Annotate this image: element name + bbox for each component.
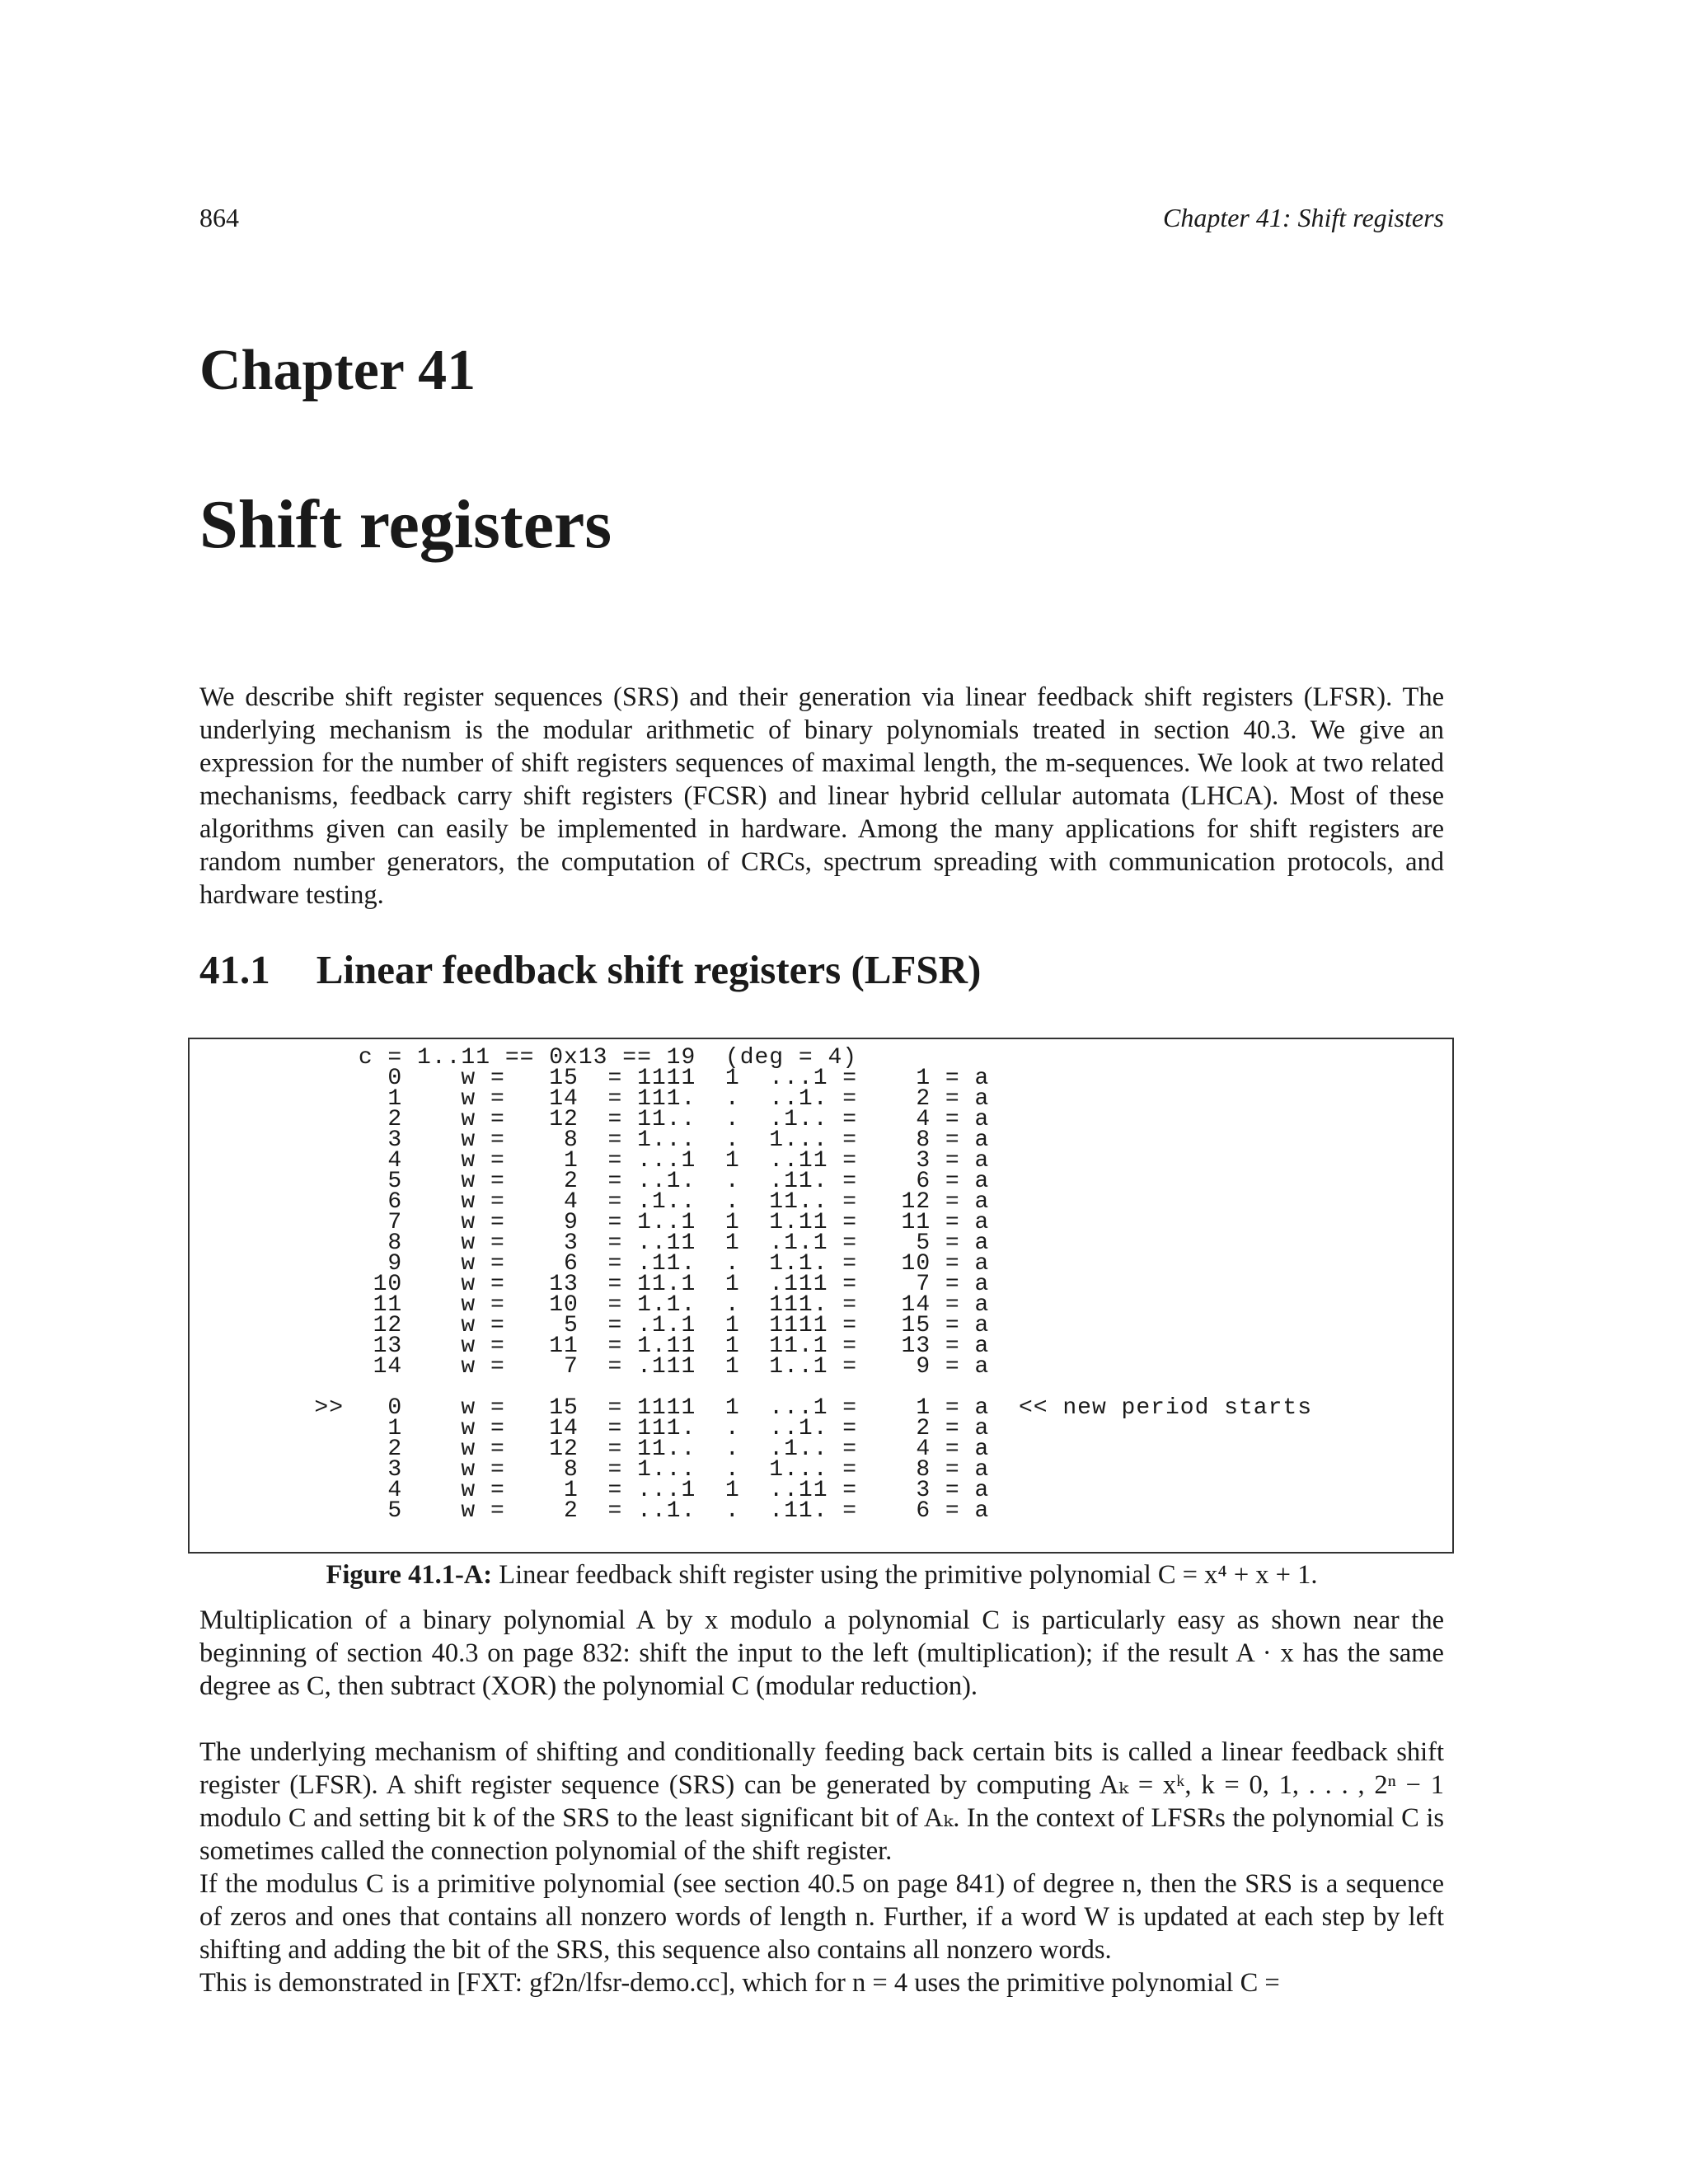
code-line: 7 w = 9 = 1..1 1 1.11 = 11 = a [270,1210,990,1235]
figure-caption-text: Linear feedback shift register using the primitive polynomial C = x⁴ + x + 1. [499,1560,1318,1590]
code-line: 4 w = 1 = ...1 1 ..11 = 3 = a [270,1148,990,1174]
body-paragraph: Multiplication of a binary polynomial A by x modulo a polynomial C is particularly easy as shown near the beginning of section 40.3 on page 832: shift the input to the left (multiplication); if the result A · x has the same degree as C, then subtract (XOR) the polynomial C (modular reduction). [199,1605,1444,1701]
intro-paragraph: We describe shift register sequences (SRS) and their generation via linear feedback shift registers (LFSR). The underlying mechanism is the modular arithmetic of binary polynomials treated in section 40.3. We give an expression for the number of shift registers sequences of maximal length, the m-sequences. We look at two related mechanisms, feedback carry shift registers (FCSR) and linear hybrid cellular automata (LHCA). Most of these algorithms given can easily be implemented in hardware. Among the many applications for shift registers are random number generators, the computation of CRCs, spectrum spreading with communication protocols, and hardware testing. [199,682,1444,910]
figure-box [188,1038,1454,1554]
running-head [199,203,1444,233]
body-paragraph: The underlying mechanism of shifting and conditionally feeding back certain bits is called a linear feedback shift register (LFSR). A shift register sequence (SRS) can be generated by computing Aₖ = xᵏ, k = 0, 1, . . . , 2ⁿ − 1 modulo C and setting bit k of the SRS to the least significant bit of Aₖ. In the context of LFSRs the polynomial C is sometimes called the connection polynomial of the shift register. [199,1737,1444,1866]
code-line: 8 w = 3 = ..11 1 .1.1 = 5 = a [270,1230,990,1256]
code-line: 14 w = 7 = .111 1 1..1 = 9 = a [270,1354,990,1380]
code-line: 10 w = 13 = 11.1 1 .111 = 7 = a [270,1272,990,1297]
code-line: 1 w = 14 = 111. . ..1. = 2 = a [270,1086,990,1112]
figure-label: Figure 41.1-A: [326,1560,493,1590]
code-line: 9 w = 6 = .11. . 1.1. = 10 = a [270,1251,990,1277]
code-line: c = 1..11 == 0x13 == 19 (deg = 4) [270,1045,858,1071]
section-number: 41.1 [199,947,270,992]
code-line: 4 w = 1 = ...1 1 ..11 = 3 = a [270,1478,990,1503]
chapter-label: Chapter 41 [199,339,476,402]
code-line: 0 w = 15 = 1111 1 ...1 = 1 = a [270,1066,990,1091]
code-line: 6 w = 4 = .1.. . 11.. = 12 = a [270,1189,990,1215]
code-line: 12 w = 5 = .1.1 1 1111 = 15 = a [270,1313,990,1338]
code-line: 5 w = 2 = ..1. . .11. = 6 = a [270,1498,990,1524]
code-line: >> 0 w = 15 = 1111 1 ...1 = 1 = a << new period starts [270,1395,1312,1421]
body-paragraph: If the modulus C is a primitive polynomial (see section 40.5 on page 841) of degree n, then the SRS is a sequence of zeros and ones that contains all nonzero words of length n. Further, if a word W is updated at each step by left shifting and adding the bit of the SRS, this sequence also contains all nonzero words. [199,1869,1444,1965]
code-line: 11 w = 10 = 1.1. . 111. = 14 = a [270,1292,990,1318]
code-line: 3 w = 8 = 1... . 1... = 8 = a [270,1127,990,1153]
code-line: 3 w = 8 = 1... . 1... = 8 = a [270,1457,990,1483]
code-line: 1 w = 14 = 111. . ..1. = 2 = a [270,1416,990,1441]
section-heading [199,946,981,993]
code-listing [270,1045,1312,1524]
code-line: 13 w = 11 = 1.11 1 11.1 = 13 = a [270,1333,990,1359]
code-line: 2 w = 12 = 11.. . .1.. = 4 = a [270,1436,990,1462]
figure-caption [199,1560,1444,1591]
body-paragraph: This is demonstrated in [FXT: gf2n/lfsr-demo.cc], which for n = 4 uses the primitive polynomial C = [199,1968,1280,1998]
code-line: 2 w = 12 = 11.. . .1.. = 4 = a [270,1107,990,1132]
code-line: 5 w = 2 = ..1. . .11. = 6 = a [270,1169,990,1194]
page-number: 864 [199,203,239,232]
chapter-title: Shift registers [199,486,612,563]
running-title: Chapter 41: Shift registers [1162,203,1444,232]
section-title: Linear feedback shift registers (LFSR) [316,947,982,992]
